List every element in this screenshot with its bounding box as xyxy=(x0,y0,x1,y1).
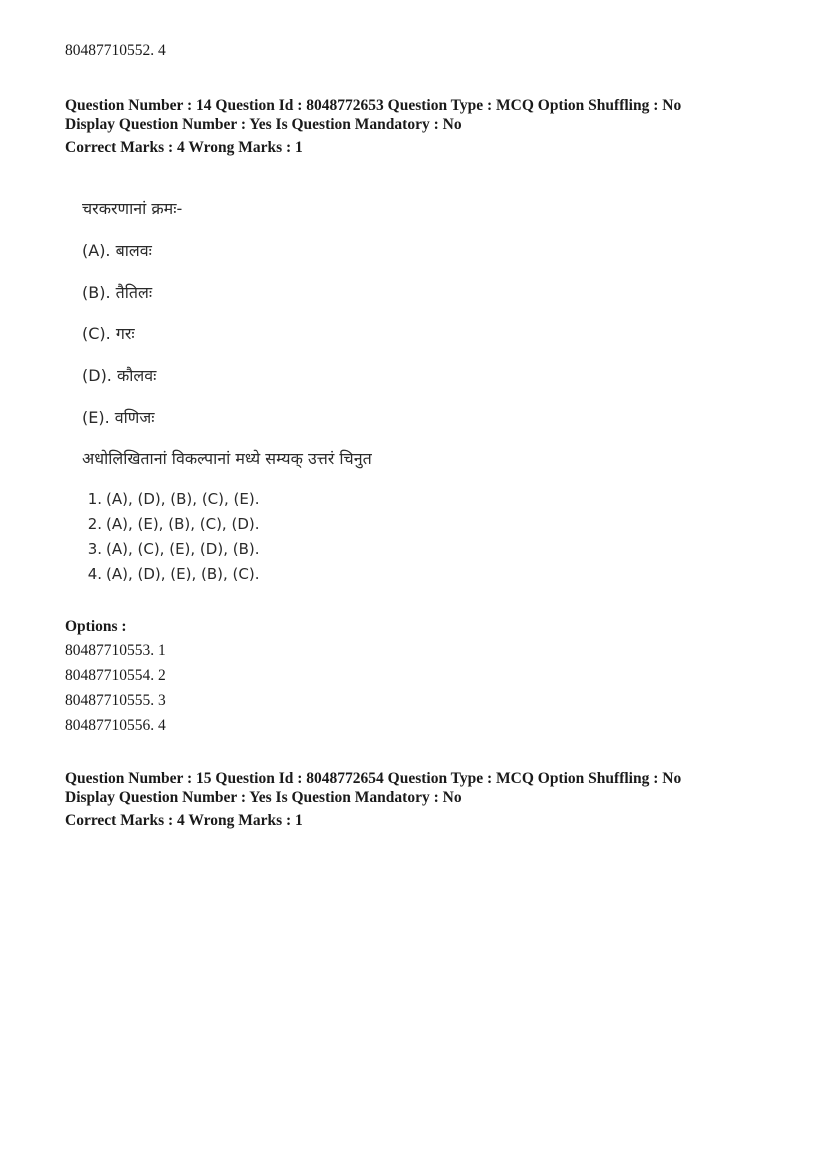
q14-option-4: 80487710556. 4 xyxy=(65,717,166,734)
q14-choice-1 xyxy=(86,490,260,508)
q14-option-1: 80487710553. 1 xyxy=(65,642,166,659)
previous-option-line: 80487710552. 4 xyxy=(65,42,166,59)
choice-number: 1. xyxy=(87,490,102,508)
choice-text: (A), (E), (B), (C), (D). xyxy=(106,515,260,533)
q14-choice-2 xyxy=(86,515,260,533)
q14-instruction: अधोलिखितानां विकल्पानां मध्ये सम्यक् उत्तरं चिनुत xyxy=(82,449,372,468)
q14-item-e: (E). वणिजः xyxy=(82,408,155,427)
choice-number: 4. xyxy=(87,565,102,583)
q14-choice-3 xyxy=(86,540,260,558)
choice-text: (A), (C), (E), (D), (B). xyxy=(106,540,260,558)
q14-item-b: (B). तैतिलः xyxy=(82,283,153,302)
q14-header-line1: Question Number : 14 Question Id : 8048772653 Question Type : MCQ Option Shuffling : No xyxy=(65,97,682,114)
choice-number: 2. xyxy=(87,515,102,533)
q14-marks: Correct Marks : 4 Wrong Marks : 1 xyxy=(65,139,303,156)
q14-option-3: 80487710555. 3 xyxy=(65,692,166,709)
q15-header-line2: Display Question Number : Yes Is Question Mandatory : No xyxy=(65,789,462,806)
q14-item-a: (A). बालवः xyxy=(82,241,152,260)
choice-text: (A), (D), (E), (B), (C). xyxy=(106,565,260,583)
choice-number: 3. xyxy=(87,540,102,558)
q15-header-line1: Question Number : 15 Question Id : 8048772654 Question Type : MCQ Option Shuffling : No xyxy=(65,770,682,787)
q14-prompt: चरकरणानां क्रमः- xyxy=(82,199,183,218)
q15-marks: Correct Marks : 4 Wrong Marks : 1 xyxy=(65,812,303,829)
q14-item-d: (D). कौलवः xyxy=(82,366,157,385)
choice-text: (A), (D), (B), (C), (E). xyxy=(106,490,260,508)
q14-item-c: (C). गरः xyxy=(82,324,135,343)
q14-option-2: 80487710554. 2 xyxy=(65,667,166,684)
q14-options-label: Options : xyxy=(65,618,127,635)
q14-header-line2: Display Question Number : Yes Is Question Mandatory : No xyxy=(65,116,462,133)
q14-choice-4 xyxy=(86,565,260,583)
